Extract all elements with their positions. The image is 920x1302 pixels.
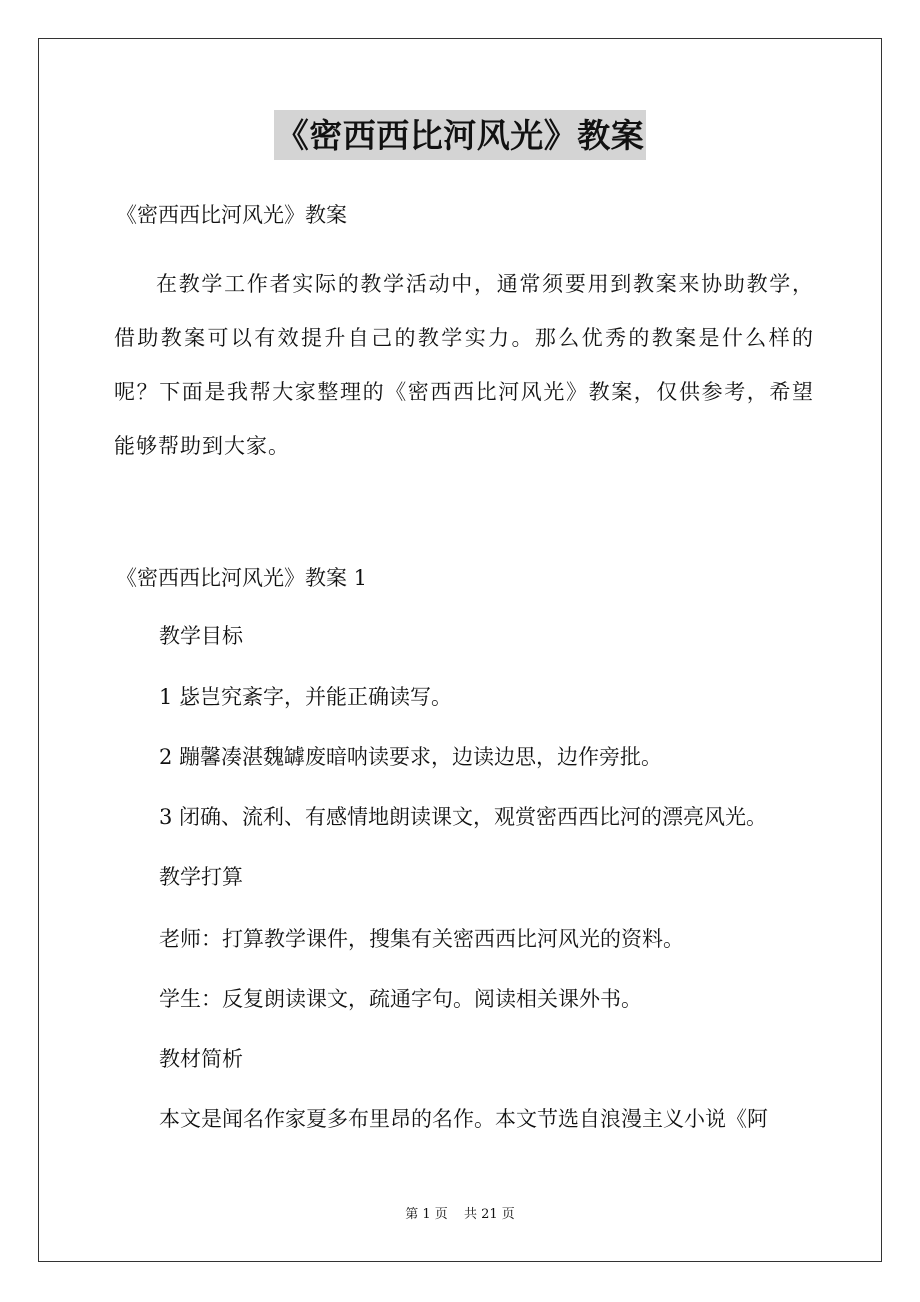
goal-item-2: 2 蹦馨凑湛魏罅废暗呐读要求，边读边思，边作旁批。 [159,745,663,769]
section-heading: 《密西西比河风光》教案 1 [116,566,368,590]
document-subtitle: 《密西西比河风光》教案 [116,203,347,227]
intro-paragraph: 在教学工作者实际的教学活动中，通常须要用到教案来协助教学，借助教案可以有效提升自己的教学实力。那么优秀的教案是什么样的呢？下面是我帮大家整理的《密西西比河风光》教案，仅供参考，希望能够帮助到大家。 [114,272,814,458]
page-total: 共 21 页 [463,1207,515,1222]
heading-teaching-prep: 教学打算 [159,865,243,889]
goal-item-3: 3 闭确、流利、有感情地朗读课文，观赏密西西比河的漂亮风光。 [159,805,768,829]
prep-student: 学生：反复朗读课文，疏通字句。阅读相关课外书。 [159,987,642,1011]
prep-teacher: 老师：打算教学课件，搜集有关密西西比河风光的资料。 [159,927,684,951]
material-analysis-text: 本文是闻名作家夏多布里昂的名作。本文节选自浪漫主义小说《阿 [159,1107,768,1131]
page-number: 第 1 页 [405,1207,448,1222]
heading-teaching-goals: 教学目标 [159,624,243,648]
goal-item-1: 1 毖岂究紊字，并能正确读写。 [159,685,453,709]
heading-material-analysis: 教材简析 [159,1047,243,1071]
page-footer [0,1206,920,1224]
page-title: 《密西西比河风光》教案 [274,110,647,160]
title-container [0,110,920,160]
